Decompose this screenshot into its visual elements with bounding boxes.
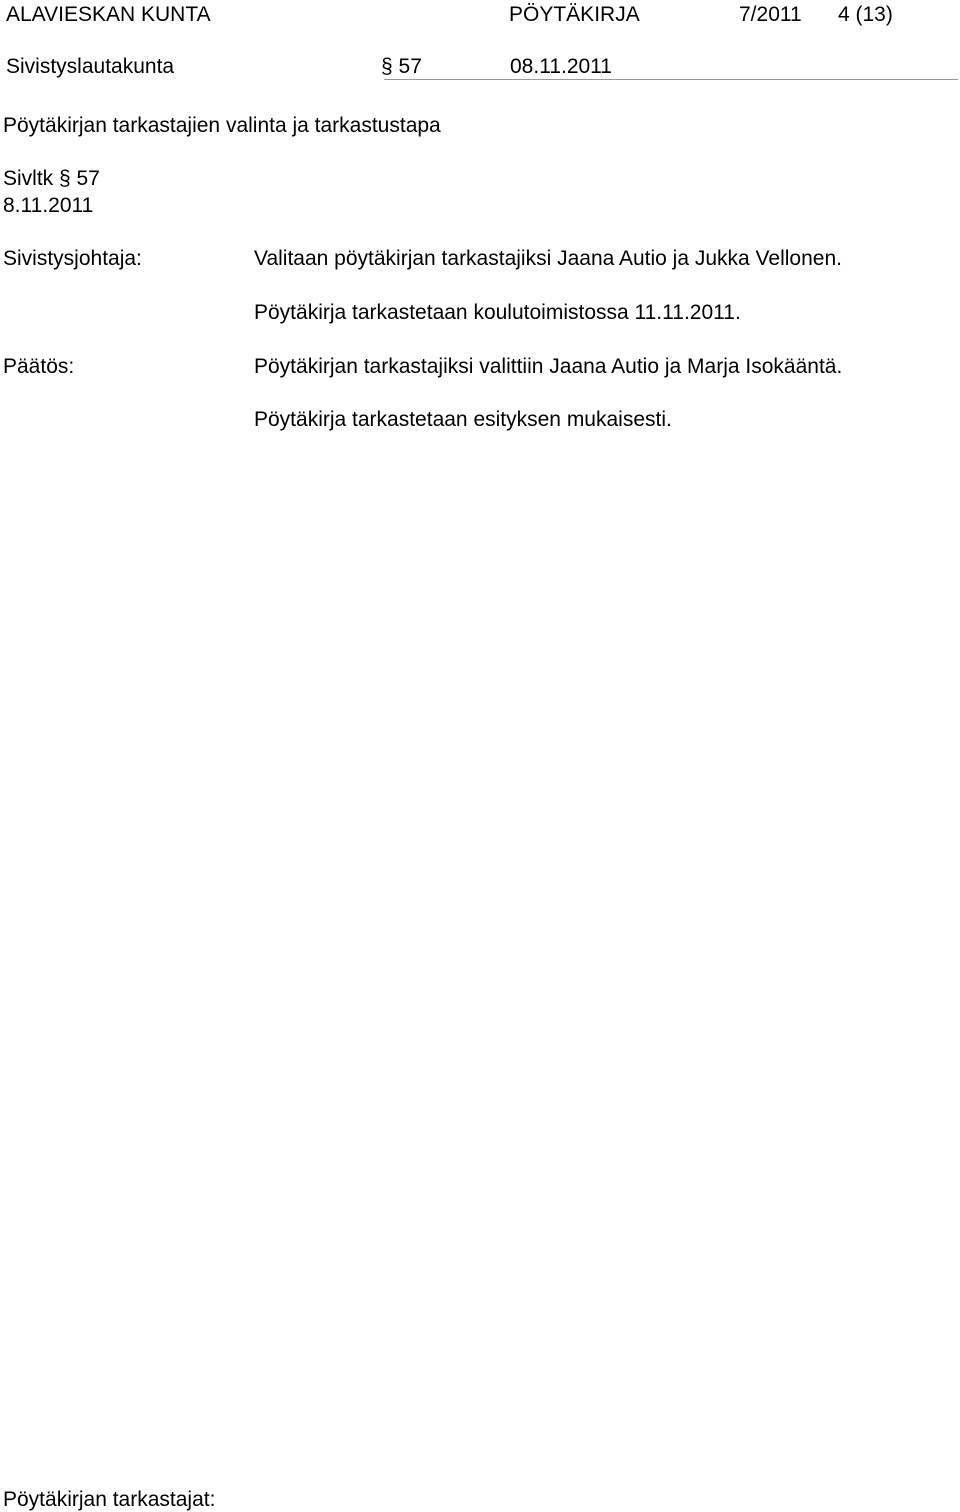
document-number: 7/2011 xyxy=(739,3,802,26)
organization-name: ALAVIESKAN KUNTA xyxy=(6,3,211,26)
item-title: Pöytäkirjan tarkastajien valinta ja tarkastustapa xyxy=(3,114,441,137)
item-reference-date: 8.11.2011 xyxy=(3,194,94,217)
header-divider xyxy=(384,79,958,80)
decision-label: Päätös: xyxy=(3,355,75,378)
proposal-paragraph: Valitaan pöytäkirjan tarkastajiksi Jaana Autio ja Jukka Vellonen. xyxy=(254,247,842,270)
item-reference: Sivltk § 57 xyxy=(3,167,100,190)
proposal-paragraph: Pöytäkirja tarkastetaan koulutoimistossa 11.11.2011. xyxy=(254,301,741,324)
signatories-label: Pöytäkirjan tarkastajat: xyxy=(3,1488,216,1511)
decision-paragraph: Pöytäkirjan tarkastajiksi valittiin Jaana Autio ja Marja Isokääntä. xyxy=(254,355,843,378)
decision-paragraph: Pöytäkirja tarkastetaan esityksen mukaisesti. xyxy=(254,408,672,431)
meeting-date: 08.11.2011 xyxy=(510,55,612,78)
page-number: 4 (13) xyxy=(838,3,893,26)
proposal-label: Sivistysjohtaja: xyxy=(3,247,142,270)
board-name: Sivistyslautakunta xyxy=(6,55,175,78)
document-type: PÖYTÄKIRJA xyxy=(509,3,640,26)
section-number: § 57 xyxy=(381,55,422,78)
